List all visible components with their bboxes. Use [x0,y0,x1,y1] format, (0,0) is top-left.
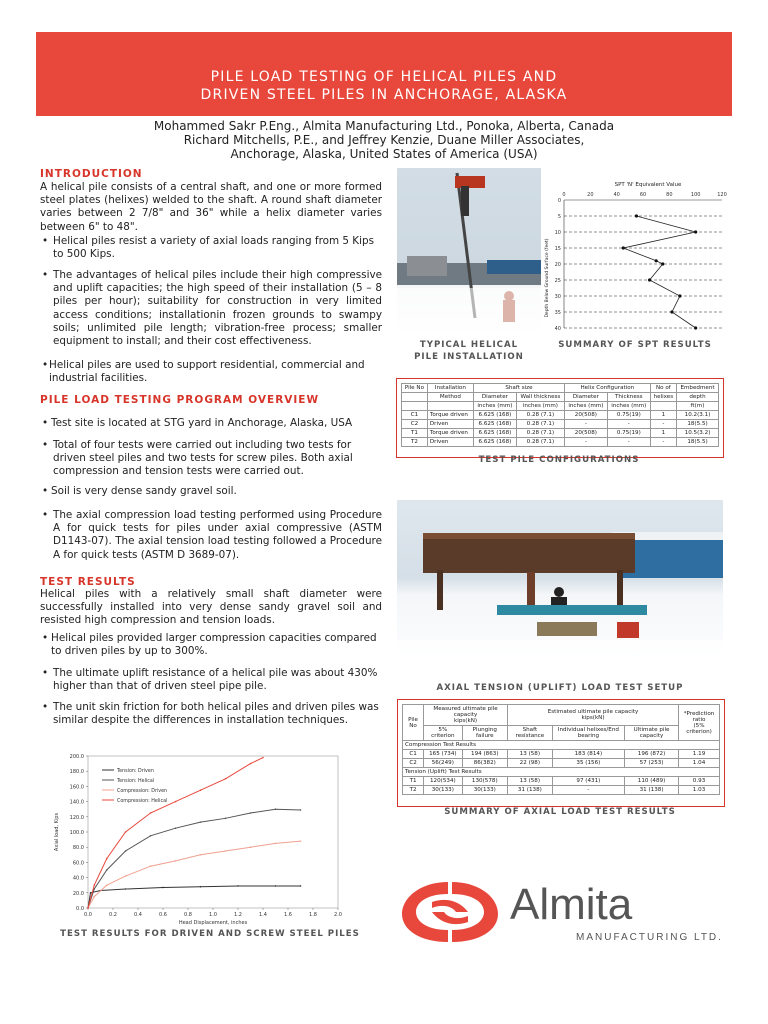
y-axis-label: Axial load, Kips [54,812,60,852]
sum-h-units2: kips(kN) [581,715,605,721]
spt-profile-line [623,216,695,328]
x-tick-label: 0.8 [184,912,192,918]
summary-header-1 [403,705,720,726]
cell: 194 (863) [462,750,507,759]
cell: 56(249) [424,759,462,768]
spt-x-tick-label: 20 [587,192,594,198]
results-bullet-3-text: The unit skin friction for both helical piles and driven piles was similar despite the differences in installation techniques. [53,701,379,727]
sum-h-measured [424,705,508,726]
cell: 13 (58) [508,750,553,759]
cfg-h-embed: Embedment [677,384,719,393]
cell: 57 (253) [625,759,679,768]
cell: - [650,420,676,429]
sum-h-measured-text: Measured ultimate pile capacity [433,706,498,718]
cell: 0.28 (7.1) [516,438,564,447]
spt-point [622,246,625,249]
cell: 20(508) [564,411,607,420]
cell: 0.28 (7.1) [516,411,564,420]
cell: 86(382) [462,759,507,768]
config-header-3 [402,402,719,411]
cell: 31 (138) [508,786,553,795]
cell: - [564,438,607,447]
spt-y-tick-label: 20 [554,262,561,268]
cfg-h-shaft: Shaft size [473,384,564,393]
series-point [93,884,95,886]
spt-y-tick-label: 5 [557,214,561,220]
table-row [403,777,720,786]
series-point [300,809,302,811]
cfg-h3-7: ft(m) [677,402,719,411]
cell: 97 (431) [552,777,624,786]
series-point [106,869,108,871]
x-tick-label: 1.0 [209,912,217,918]
cell: 183 (814) [552,750,624,759]
cfg-h3-2: inches (mm) [473,402,516,411]
cfg-h3-5: inches (mm) [607,402,650,411]
series-point [125,831,127,833]
x-tick-label: 2.0 [334,912,342,918]
series-point [175,860,177,862]
cell: - [607,438,650,447]
cell: 30(133) [424,786,462,795]
spt-caption: SUMMARY OF SPT RESULTS [558,340,712,350]
config-table-frame [396,378,724,458]
cell: Driven [427,438,473,447]
cell: C2 [402,420,428,429]
table-row [403,786,720,795]
cell: 0.75(19) [607,411,650,420]
y-tick-label: 120.0 [69,814,84,821]
cell: 0.28 (7.1) [516,429,564,438]
program-bullet-3-text: Soil is very dense sandy gravel soil. [51,485,237,497]
spt-point [661,262,664,265]
results-bullet-3: • The unit skin friction for both helical piles and driven piles was similar despite the differences in installation techniques. [40,701,382,727]
series-point [125,875,127,877]
program-bullet-4-text: The axial compression load testing performed using Procedure A for quick tests for piles under axial compressive (ASTM D1143-07). The axial tension load testing followed a Procedure A for quick tests (ASTM D 3689-07). [53,509,382,561]
program-bullet-1: • Test site is located at STG yard in Anchorage, Alaska, USA [40,417,382,430]
results-heading: TEST RESULTS [40,576,136,588]
cfg-h3-6 [650,402,676,411]
cfg-h2-3: Wall thickness [516,393,564,402]
spt-x-tick-label: 120 [717,192,727,198]
legend-label: Tension: Driven [117,769,154,774]
config-header-2 [402,393,719,402]
cfg-h3-1 [427,402,473,411]
sum-sub-2: Shaft resistance [508,726,553,741]
table-row [402,411,719,420]
results-paragraph: Helical piles with a relatively small shaft diameter were successfully installed into very dense sandy gravel soil and resisted high compression and tension loads. [40,588,382,627]
cell: Torque driven [427,429,473,438]
intro-heading: INTRODUCTION [40,168,143,180]
x-tick-label: 0.6 [159,912,167,918]
tension-setup-photo [397,500,723,672]
install-caption-1: TYPICAL HELICAL [419,340,519,350]
cell: 120(534) [424,777,462,786]
installation-photo [397,168,541,338]
series-point [275,843,277,845]
legend-label: Compression: Helical [117,799,168,804]
x-tick-label: 0.4 [134,912,142,918]
intro-bullet-1-text: Helical piles resist a variety of axial loads ranging from 5 Kips to 500 Kips. [53,235,375,261]
cfg-h3-3: inches (mm) [516,402,564,411]
spt-x-tick-label: 60 [639,192,647,198]
results-bullet-1: • Helical piles provided larger compression capacities compared to driven piles by up to 300%. [40,632,382,658]
cell: 1 [650,429,676,438]
spt-title: SPT 'N' Equivalent Value [614,182,682,188]
y-tick-label: 100.0 [69,830,84,836]
cfg-h-pile: Pile No [402,384,428,393]
series-point [90,892,92,894]
cell: T1 [403,777,424,786]
spt-point [635,214,638,217]
intro-bullet-2: • The advantages of helical piles include their high compressive and uplift capacities; the high speed of their installation (5 – 8 piles per hour); suitability for construction in very limited access conditions; installationin frozen grounds to swampy soils; unlimited pile length; vibration-free process; smaller equipment to install; and their cost effectiveness. [42,269,382,348]
spt-x-tick-label: 40 [613,192,620,198]
cell: 1 [650,411,676,420]
authors-line-1: Mohammed Sakr P.Eng., Almita Manufacturing Ltd., Ponoka, Alberta, Canada [153,119,615,133]
cell: 10.2(3.1) [677,411,719,420]
series-point [275,885,277,887]
legend-label: Compression: Driven [117,789,168,794]
logo-sub: MANUFACTURING LTD. [576,932,723,943]
cell: 6.625 (168) [473,420,516,429]
cell: 1.04 [679,759,720,768]
sum-h-estimated-text: Estimated ultimate pile capacity [547,709,639,715]
cell: 130(578) [462,777,507,786]
series-point [106,858,108,860]
program-heading: PILE LOAD TESTING PROGRAM OVERVIEW [40,394,320,406]
cell: C2 [403,759,424,768]
spt-chart-svg [540,178,728,336]
spt-point [694,326,697,329]
spt-point [678,294,681,297]
series-point [125,850,127,852]
legend-label: Tension: Helical [117,779,155,784]
sum-h-ratio: ratio [692,716,706,723]
series-point [262,757,264,759]
program-bullet-2-text: Total of four tests were carried out including two tests for driven steel piles and two tests for screw piles. Both axial compression and tension tests were carried out. [53,439,353,478]
y-tick-label: 160.0 [69,784,84,791]
series-point [250,763,252,765]
spt-point [694,230,697,233]
cfg-h2-0 [402,393,428,402]
series-point [150,812,152,814]
table-row [402,420,719,429]
series-point [200,854,202,856]
cell: 0.93 [679,777,720,786]
summary-caption: SUMMARY OF AXIAL LOAD TEST RESULTS [444,807,676,817]
cell: 110 (489) [625,777,679,786]
summary-table [402,704,720,795]
spt-y-tick-label: 10 [554,230,561,236]
intro-bullet-3: • Helical piles are used to support residential, commercial and industrial facilities. [40,359,382,385]
cfg-h-install: Installation [427,384,473,393]
sum-h-estimated [508,705,679,726]
y-tick-label: 20.0 [72,890,84,897]
authors-line-2: Richard Mitchells, P.E., and Jeffrey Kenzie, Duane Miller Associates, [183,133,585,147]
results-bullet-2-text: The ultimate uplift resistance of a helical pile was about 430% higher than that of driven steel pipe pile. [53,667,378,693]
cell: T2 [402,438,428,447]
cell: T1 [402,429,428,438]
cell: Driven [427,420,473,429]
spt-point [648,278,651,281]
authors-line-3: Anchorage, Alaska, United States of America (USA) [230,147,538,161]
sum-sub-1: Plunging failure [462,726,507,741]
spt-y-tick-label: 30 [554,294,561,300]
cell: 165 (734) [424,750,462,759]
intro-bullet-3-text: Helical piles are used to support residential, commercial and industrial facilities. [49,359,365,385]
cell: C1 [403,750,424,759]
config-caption: TEST PILE CONFIGURATIONS [478,455,640,465]
cfg-h3-0 [402,402,428,411]
cfg-h2-6: helixes [650,393,676,402]
x-tick-label: 1.8 [309,912,317,918]
cell: 10.5(3.2) [677,429,719,438]
installation-photo-art [397,168,541,338]
sum-h-crit: (5% criterion) [686,722,712,735]
graph-caption: TEST RESULTS FOR DRIVEN AND SCREW STEEL PILES [60,929,360,939]
load-chart-svg [40,748,358,926]
cell: 6.625 (168) [473,411,516,420]
series-point [175,827,177,829]
x-axis-label: Head Displacement, inches [178,920,248,926]
sum-h-pred-text: *Prediction [683,710,715,717]
sum-h-units1: kips(kN) [454,718,478,724]
cfg-h3-4: inches (mm) [564,402,607,411]
results-bullet-1-text: Helical piles provided larger compression capacities compared to driven piles by up to 300%. [51,632,377,658]
tension-setup-photo-art [397,500,723,672]
cell: 30(133) [462,786,507,795]
sum-sub-3: Individual helixes/End bearing [552,726,624,741]
cell: 35 (156) [552,759,624,768]
cell: - [607,420,650,429]
y-tick-label: 140.0 [69,799,84,806]
results-bullet-2: • The ultimate uplift resistance of a helical pile was about 430% higher than that of driven steel pipe pile. [40,667,382,693]
cell: 1.19 [679,750,720,759]
almita-logo-mark-icon [398,876,502,948]
cell: T2 [403,786,424,795]
program-bullet-1-text: Test site is located at STG yard in Anchorage, Alaska, USA [51,417,353,429]
spt-y-tick-label: 35 [554,310,561,316]
almita-logo [398,876,724,948]
x-tick-label: 0.0 [84,912,92,918]
y-tick-label: 60.0 [72,860,84,867]
table-row [402,429,719,438]
spt-y-tick-label: 40 [554,326,561,332]
x-tick-label: 1.6 [284,912,292,918]
spt-y-tick-label: 0 [557,198,561,204]
cfg-h2-2: Diameter [473,393,516,402]
cell: 18(5.5) [677,420,719,429]
series-point [106,884,108,886]
spt-chart [540,178,728,336]
y-tick-label: 180.0 [69,769,84,776]
x-tick-label: 0.2 [109,912,117,918]
cell: 196 (872) [625,750,679,759]
cell: - [552,786,624,795]
sum-tens-label: Tension (Uplift) Test Results [403,768,720,777]
logo-name: Almita [510,880,633,929]
title-line-2: DRIVEN STEEL PILES IN ANCHORAGE, ALASKA [200,87,568,103]
y-tick-label: 200.0 [69,754,84,760]
sum-sub-0: 5% criterion [424,726,462,741]
cell: 6.625 (168) [473,438,516,447]
sum-sub-4: Ultimate pile capacity [625,726,679,741]
load-displacement-chart [40,748,358,926]
table-row [403,759,720,768]
intro-paragraph: A helical pile consists of a central shaft, and one or more formed steel plates (helixes) welded to the shaft. A round shaft diameter varies between 2 7/8" and 36" while a helix diameter varies between 6" to 48". [40,181,382,233]
series-point [175,801,177,803]
cell: - [564,420,607,429]
cell: 22 (98) [508,759,553,768]
series-point [250,846,252,848]
cell: - [650,438,676,447]
summary-header-2 [403,726,720,741]
cell: C1 [402,411,428,420]
cfg-h-helix: Helix Configuration [564,384,650,393]
series-point [300,840,302,842]
series-point [87,907,89,909]
series-point [150,835,152,837]
series-point [200,886,202,888]
cell: 6.625 (168) [473,429,516,438]
intro-bullet-2-text: The advantages of helical piles include their high compressive and uplift capacities; the high speed of their installation (5 – 8 piles per hour); suitability for construction in very limited access conditions; installationin frozen grounds to swampy soils; unlimited pile length; vibration-free process; smaller equipment to install; and their cost effectiveness. [53,269,382,348]
program-bullet-3: • Soil is very dense sandy gravel soil. [40,485,382,498]
series-point [237,885,239,887]
y-tick-label: 40.0 [72,875,84,882]
series-point [200,821,202,823]
spt-x-tick-label: 100 [690,192,701,198]
series-point [162,887,164,889]
series-point [250,812,252,814]
cell: 1.03 [679,786,720,795]
table-row [403,750,720,759]
table-row [402,438,719,447]
program-bullet-4: • The axial compression load testing performed using Procedure A for quick tests for piles under axial compressive (ASTM D1143-07). The axial tension load testing followed a Procedure A for quick tests (ASTM D 3689-07). [42,509,382,561]
cell: 0.28 (7.1) [516,420,564,429]
x-tick-label: 1.2 [234,912,242,918]
cfg-h2-4: Diameter [564,393,607,402]
cell: Torque driven [427,411,473,420]
sum-comp-label: Compression Test Results [403,741,720,750]
spt-x-tick-label: 80 [666,192,673,198]
x-tick-label: 1.4 [259,912,267,918]
cell: 0.75(19) [607,429,650,438]
y-tick-label: 0.0 [76,906,84,912]
cell: 13 (58) [508,777,553,786]
series-point [225,778,227,780]
series-point [150,865,152,867]
summary-table-frame [397,699,725,807]
y-tick-label: 80.0 [72,845,84,852]
config-table [401,383,719,447]
title-line-1: PILE LOAD TESTING OF HELICAL PILES AND [210,69,558,85]
sum-h-pred [679,705,720,741]
spt-point [670,310,673,313]
cell: 31 (138) [625,786,679,795]
install-caption-2: PILE INSTALLATION [414,352,524,362]
spt-point [655,259,658,262]
setup-caption: AXIAL TENSION (UPLIFT) LOAD TEST SETUP [436,683,684,693]
cfg-h-noof: No of [650,384,676,393]
summary-tens-label-row [403,768,720,777]
spt-y-tick-label: 15 [554,246,561,252]
cell: 20(508) [564,429,607,438]
program-bullet-2: • Total of four tests were carried out including two tests for driven steel piles and two tests for screw piles. Both axial compression and tension tests were carried out. [40,439,382,479]
cfg-h2-7: depth [677,393,719,402]
series-point [300,885,302,887]
cell: 18(5.5) [677,438,719,447]
series-point [225,850,227,852]
sum-h-pile: Pile No [403,705,424,741]
summary-comp-label-row [403,741,720,750]
config-header-1 [402,384,719,393]
intro-bullet-1: • Helical piles resist a variety of axial loads ranging from 5 Kips to 500 Kips. [40,235,382,261]
series-point [125,888,127,890]
series-point [275,808,277,810]
spt-ylabel: Depth Below Ground Surface (feet) [545,238,550,318]
series-point [93,896,95,898]
series-point [225,818,227,820]
cfg-h2-1: Method [427,393,473,402]
cfg-h2-5: Thickness [607,393,650,402]
spt-x-tick-label: 0 [562,192,566,198]
spt-y-tick-label: 25 [554,278,561,284]
series-point [200,789,202,791]
